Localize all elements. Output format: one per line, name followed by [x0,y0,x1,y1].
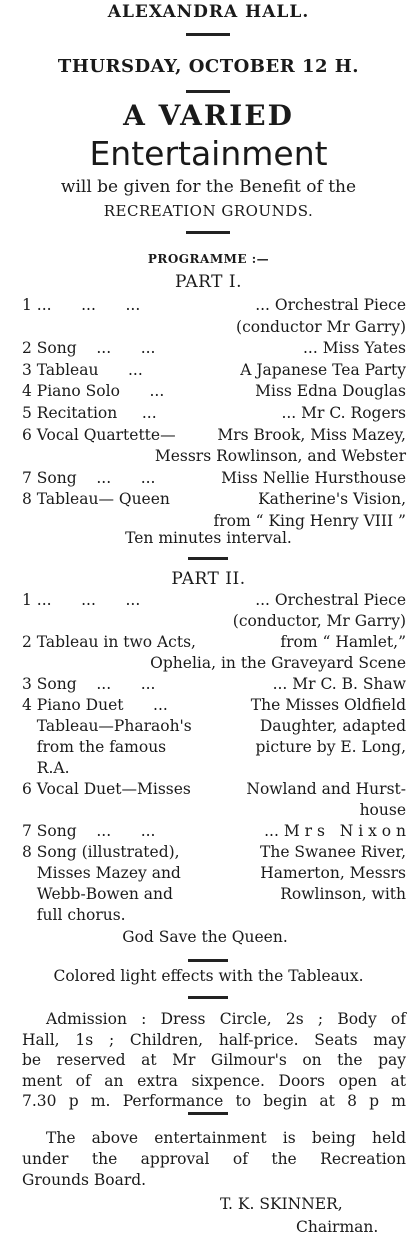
programme-item-left: 6 Vocal Quartette— [22,425,176,444]
paragraph-line: be reserved at Mr Gilmour's on the pay [22,1051,406,1069]
programme-item-right: (conductor Mr Garry) [236,317,406,336]
programme-item-right: Nowland and Hurst- [246,780,406,798]
lighting-note: Colored light effects with the Tableaux. [53,967,364,985]
programme-item-right: (conductor, Mr Garry) [232,612,406,630]
programme-item-left: 2 Song ... ... [22,339,156,358]
divider-rule [188,959,228,962]
programme-item-right: ... Mr C. Rogers [281,404,406,422]
divider-rule [188,996,228,999]
divider-rule [186,90,230,93]
programme-item-left: Misses Mazey and [22,864,181,882]
programme-item-left: 3 Song ... ... [22,675,156,693]
programme-item-left: 3 Tableau ... [22,360,143,379]
programme-item-left: 5 Recitation ... [22,404,157,422]
part-one-title: PART I. [174,272,243,292]
part-two-title: PART II. [171,569,246,589]
programme-item-left: 1 ... ... ... [22,296,141,314]
signatory-title: Chairman. [296,1218,379,1236]
paragraph-line: The above entertainment is being held [46,1129,406,1147]
programme-item-right: ... Mr C. B. Shaw [272,675,406,693]
programme-item-left: R.A. [22,759,70,777]
programme-item-right: A Japanese Tea Party [240,360,406,379]
programme-item-right: Katherine's Vision, [258,490,406,509]
programme-item-right: Mrs Brook, Miss Mazey, [217,425,406,444]
paragraph-line: 7.30 p m. Performance to begin at 8 p m [22,1092,406,1110]
programme-item-right: picture by E. Long, [255,738,406,756]
programme-item-left: 1 ... ... ... [22,591,141,609]
programme-label: PROGRAMME :— [147,252,270,266]
divider-rule [186,33,230,36]
programme-item-right: Ophelia, in the Graveyard Scene [150,654,406,672]
paragraph-line: Hall, 1s ; Children, half-price. Seats may [22,1030,406,1049]
divider-rule [186,231,230,234]
headline-entertainment: Entertainment [89,134,328,173]
divider-rule [188,1112,228,1115]
venue-heading: ALEXANDRA HALL. [107,2,310,22]
signatory-name: T. K. SKINNER, [220,1195,343,1213]
programme-item-right: ... Miss Yates [303,339,406,358]
programme-item-right: ... Orchestral Piece [255,296,406,314]
programme-item-right: Miss Edna Douglas [255,382,406,401]
programme-item-left: 4 Piano Solo ... [22,382,165,401]
programme-item-left: from the famous [22,738,167,756]
programme-item-right: from “ King Henry VIII ” [213,512,406,530]
paragraph-line: Grounds Board. [22,1171,147,1189]
programme-item-right: Hamerton, Messrs [260,864,406,882]
programme-item-right: ... Orchestral Piece [255,591,406,609]
programme-item-right: Miss Nellie Hursthouse [221,468,406,487]
programme-item-left: 7 Song ... ... [22,468,156,487]
programme-item-right: Messrs Rowlinson, and Webster [154,447,406,466]
benefit-recipient: RECREATION GROUNDS. [103,202,314,220]
programme-item-left: 2 Tableau in two Acts, [22,633,196,651]
programme-item-left: Webb-Bowen and [22,885,173,903]
programme-item-left: 4 Piano Duet ... [22,696,168,714]
benefit-line: will be given for the Benefit of the [60,177,357,197]
programme-item-right: house [359,801,406,819]
programme-item-right: from “ Hamlet,” [280,633,406,651]
paragraph-line: ment of an extra sixpence. Doors open at [22,1071,406,1090]
programme-item-left: 8 Tableau— Queen [22,490,170,509]
event-date: THURSDAY, OCTOBER 12 H. [57,56,360,77]
divider-rule [188,557,228,560]
programme-item-left: 8 Song (illustrated), [22,843,180,861]
anthem-line: God Save the Queen. [122,928,288,946]
programme-item-right: The Misses Oldfield [250,696,406,714]
paragraph-line: under the approval of the Recreation [22,1150,406,1168]
programme-item-left: Tableau—Pharaoh's [22,717,192,735]
programme-item-right: Daughter, adapted [259,717,406,735]
programme-item-left: 7 Song ... ... [22,822,156,840]
paragraph-line: Admission : Dress Circle, 2s ; Body of [46,1010,406,1028]
headline-varied: A VARIED [123,99,294,132]
programme-item-left: 6 Vocal Duet—Misses [22,780,191,798]
programme-item-right: Rowlinson, with [280,885,406,903]
programme-item-right: The Swanee River, [260,843,406,861]
interval-note: Ten minutes interval. [125,529,292,547]
programme-item-left: full chorus. [22,906,126,924]
programme-item-right: ... M r s N i x o n [264,822,406,840]
